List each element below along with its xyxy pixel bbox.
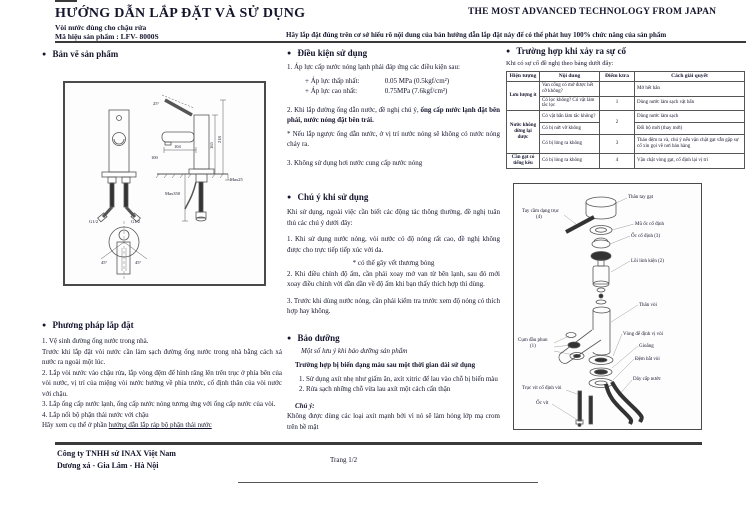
exploded-diagram <box>514 184 699 427</box>
cell-diem: 3 <box>600 135 635 154</box>
section-banve <box>42 49 118 59</box>
table-row <box>507 111 745 123</box>
label-mount-washer: Đệm bắt vòi <box>635 357 660 362</box>
caution-3: 3. Trước khi dùng nước nóng, cần phải kiểm tra trước xem độ nóng có thích hợp hay không. <box>287 296 500 315</box>
section-dieukien-title: Điều kiện sử dụng <box>297 48 368 58</box>
dim-g12-right: G1/2 <box>131 219 140 224</box>
bullet-icon: ● <box>287 49 292 57</box>
company-name: Công ty TNHH sứ INAX Việt Nam <box>57 449 176 458</box>
label-spray-head: Cụm đầu phun <box>518 338 548 343</box>
label-fixing-nut: Ốc cố định (3) <box>631 234 661 239</box>
caution-intro: Khi sử dụng, ngoài việc cần biết các động tác thông thường, đề nghị tuân thủ các chú ý dưới đây: <box>287 208 500 227</box>
table-row <box>507 96 745 111</box>
label-screw-nut: Ốc vít <box>536 401 549 406</box>
cell-cach: Dùng nước làm sạch <box>635 111 745 123</box>
header-rule <box>55 41 746 43</box>
footer-underline <box>238 482 538 483</box>
dim-104: 104 <box>174 144 181 149</box>
cell-noidung: Có vật bẩn làm tắc không? <box>540 111 600 123</box>
cell-diem: 1 <box>600 96 635 111</box>
pressure-min <box>287 76 500 87</box>
bullet-icon: ● <box>287 333 292 342</box>
fault-table-intro: Khi có sự cố đề nghị theo bảng dưới đây: <box>506 60 614 67</box>
condition-2-text: 2. Khi lắp đường ống dẫn nước, đề nghị chú ý, <box>287 105 421 114</box>
cell-hientuong: Cần gạt có tiếng kêu <box>507 154 540 169</box>
cell-diem: 4 <box>600 154 635 169</box>
product-code: Mã hiệu sản phẩm : LFV- 8000S <box>55 32 159 41</box>
cell-noidung: Van cổng có mở được hết cỡ không? <box>540 82 600 97</box>
company-address: Dương xá - Gia Lâm - Hà Nội <box>57 460 159 470</box>
pressure-max <box>287 86 500 97</box>
footer-company <box>57 448 176 471</box>
label-handle: Tay cầm dạng trục <box>522 209 559 214</box>
label-lever-body: Thân tay gạt <box>628 195 653 200</box>
bullet-icon: ● <box>42 50 47 58</box>
dim-angle-25: 25° <box>153 101 160 106</box>
table-row <box>507 135 745 154</box>
cell-cach: Vặn chặt vòng gạt, cố định lại vị trí <box>635 154 745 169</box>
cell-hientuong: Lưu lượng ít <box>507 82 540 111</box>
maintenance-case: Trường hợp bị biến dạng màu sau một thời gian dài sử dụng <box>295 361 476 369</box>
section-banve-title: Bản vẽ sản phẩm <box>52 49 119 59</box>
section-dieukien <box>287 48 500 58</box>
label-base-ring: Vòng đế định vị vòi <box>623 332 663 337</box>
col-hientuong: Hiện tượng <box>507 72 540 82</box>
product-type: Vòi nước dùng cho chậu rửa <box>55 23 147 32</box>
col-cachgiaiquyet: Cách giải quyết <box>635 72 745 82</box>
cell-noidung: Có bị lỏng ra không <box>540 154 600 169</box>
dim-100: 100 <box>151 155 158 160</box>
cell-noidung: Có lọc không? Có vật làm tắc lọc <box>540 96 600 111</box>
table-row <box>507 154 745 169</box>
caution-1: 1. Khi sử dụng nước nóng, vòi nước có độ nóng rất cao, đề nghị không được cho trực tiếp tiếp xúc với da. <box>287 235 500 254</box>
dim-45-right: 45° <box>135 260 142 265</box>
label-handle-num: (4) <box>536 215 542 220</box>
label-faucet-body: Thân vòi <box>639 303 657 308</box>
condition-2-bold: ống cấp nước lạnh đặt bên phải, nước nóng đặt bên trái. <box>287 105 500 124</box>
maintenance-step-1: 1. Sử dụng axít nhẹ như giấm ăn, axít xitric để lau vào chỗ bị biến màu <box>299 374 498 383</box>
dim-max25: Max25 <box>230 177 243 182</box>
condition-2 <box>287 105 500 126</box>
section-phuongphap <box>42 320 134 330</box>
cell-noidung: Có bị nứt vỡ không <box>540 123 600 135</box>
condition-3: 3. Không sử dụng hơi nước cung cấp nước nóng <box>287 158 423 167</box>
maintenance-subtitle: Một số lưu ý khi bảo dưỡng sản phẩm <box>301 346 408 355</box>
install-step-4-ref <box>42 420 282 431</box>
install-step-1-note: Trước khi lắp đặt vòi nước cần làm sạch đường ống nước trong nhà bằng cách xả nước ra ngoài một lúc. <box>42 347 282 366</box>
dim-218: 218 <box>217 136 222 143</box>
cell-noidung: Có bị lỏng ra không <box>540 135 600 154</box>
dim-45-left: 45° <box>101 260 108 265</box>
footer-rule <box>55 442 702 445</box>
section-suco <box>506 46 626 56</box>
ref-text: Hãy xem cụ thể ở phần <box>42 421 109 429</box>
middle-column <box>287 48 500 435</box>
dim-g12-left: G1/2 <box>89 219 98 224</box>
cell-hientuong: Nước không dừng lại được <box>507 111 540 154</box>
product-drawing-frame <box>63 81 266 286</box>
fault-table <box>506 71 745 169</box>
maintenance-note: Không được dùng các loại axít mạnh bởi vì nó sẽ làm hỏng lớp mạ crom trên bề mặt <box>287 412 500 431</box>
label-cap-nut: Mũ ốc cố định <box>635 222 665 227</box>
caution-2: 2. Khi điều chỉnh độ ấm, cần phải xoay mở van từ bên lạnh, sau đó mới xoay điều chỉnh vời dần dần về độ ấm khi bạn thấy thích hợp thì dùng. <box>287 269 500 288</box>
section-chuy <box>287 192 500 202</box>
section-baoduong-title: Bảo dưỡng <box>297 332 340 343</box>
ref-link-text: hướng dẫn lắp ráp bộ phận thải nước <box>108 421 212 429</box>
cell-cach: Mở hết hẳn <box>635 82 745 97</box>
condition-1: 1. Áp lực cấp nước nóng lạnh phải đáp ứng các điều kiện sau: <box>287 63 460 71</box>
bullet-icon: ● <box>42 321 47 329</box>
product-drawing <box>65 83 264 284</box>
cell-cach: Tháo đệm ra và, chú ý nếu vặn chặt gạt vẫn gặp sự cố xin gọi về nơi bán hàng <box>635 135 745 154</box>
col-noidung: Nội dung <box>540 72 600 82</box>
pressure-max-value: 0.75MPa (7.6kgf/cm²) <box>384 87 448 95</box>
section-phuongphap-title: Phương pháp lắp đặt <box>52 320 134 330</box>
page-title: HƯỚNG DẪN LẮP ĐẶT VÀ SỬ DỤNG <box>55 6 306 21</box>
slogan: THE MOST ADVANCED TECHNOLOGY FROM JAPAN <box>468 7 717 17</box>
exploded-diagram-frame <box>513 183 702 430</box>
section-suco-title: Trường hợp khi xảy ra sự cố <box>516 46 626 56</box>
page-number: Trang 1/2 <box>330 456 358 464</box>
label-supply-hose: Dây cấp nước <box>633 377 661 382</box>
cell-cach: Đổi bộ mới (thay mới) <box>635 123 745 135</box>
label-gasket: Gioăng <box>639 344 654 349</box>
label-cartridge: Lõi linh kiện (2) <box>631 259 664 264</box>
install-steps <box>42 336 282 431</box>
table-header-row <box>507 72 745 82</box>
section-chuy-title: Chú ý khi sử dụng <box>297 192 369 202</box>
bullet-icon: ● <box>287 193 292 201</box>
pressure-max-label: + Áp lực cao nhất: <box>305 87 358 95</box>
dim-165: 165 <box>209 142 214 149</box>
dim-max350: Max350 <box>165 191 180 196</box>
install-step-1: 1. Vệ sinh đường ống nước trong nhà. <box>42 337 149 345</box>
table-row <box>507 82 745 97</box>
pressure-min-label: + Áp lực thấp nhất: <box>305 76 360 85</box>
cell-diem <box>600 82 635 97</box>
pressure-min-value: 0.05 MPa (0.5kgf/cm²) <box>384 76 450 85</box>
bullet-icon: ● <box>506 47 511 55</box>
scan-mark <box>55 0 77 2</box>
install-step-2: 2. Lắp vòi nước vào chậu rửa, lắp vòng đệm để hình răng lên trên trục ở phía bên của vòi nước, vị trí của miệng vòi nước hướng về phía trước, cố định thân của vòi nước với chậu. <box>42 368 282 398</box>
caution-1-note: * có thể gây vết thương bỏng <box>352 259 435 267</box>
col-diemktra: Điểm ktra <box>600 72 635 82</box>
cell-cach: Dùng nước làm sạch vật bẩn <box>635 96 745 111</box>
install-step-4: 4. Lắp nối bộ phận thải nước với chậu <box>42 410 149 419</box>
install-step-3: 3. Lắp ống cấp nước lạnh, ống cấp nước nóng tương ứng với ống cấp nước của vòi. <box>42 400 276 408</box>
header-note: Hãy lắp đặt đúng trên cơ sở hiểu rõ nội dung của bản hướng dẫn lắp đặt này để có thể phát huy 100% chức năng của sản phẩm <box>286 31 667 39</box>
section-baoduong <box>287 333 500 343</box>
condition-2-note: * Nếu lắp ngược ống dẫn nước, ở vị trí nước nóng sẽ không có nước nóng chảy ra. <box>287 129 500 148</box>
label-fixing-bolt: Trục vít cố định vòi <box>522 386 562 391</box>
maintenance-note-title: Chú ý: <box>295 401 315 410</box>
maintenance-step-2: 2. Rửa sạch những chỗ vừa lau axít một cách cẩn thận <box>299 385 451 393</box>
cell-diem: 2 <box>600 111 635 135</box>
label-spray-head-num: (1) <box>530 344 536 349</box>
